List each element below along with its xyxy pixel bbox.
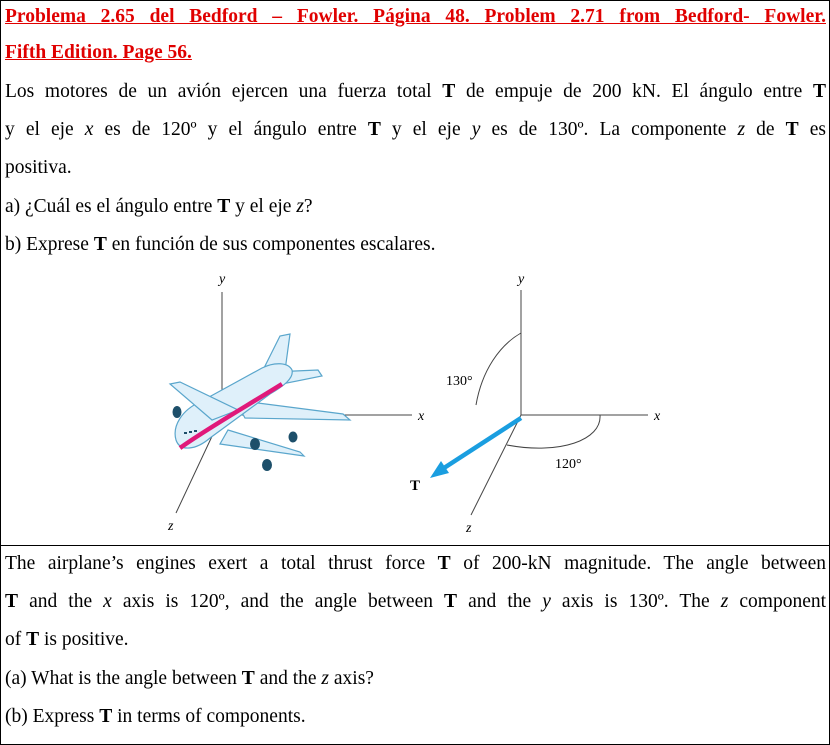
thrust-vector-arrow	[430, 418, 521, 478]
window	[194, 430, 197, 432]
spanish-question-a: a) ¿Cuál es el ángulo entre T y el eje z?	[5, 196, 313, 217]
left-thrust-label: T	[410, 478, 421, 494]
engine-3	[262, 459, 272, 471]
right-z-axis	[471, 415, 521, 515]
spanish-paragraph-line-1: Los motores de un avión ejercen una fuerza total T de empuje de 200 kN. El ángulo entre T	[5, 81, 826, 102]
left-z-label: z	[168, 519, 174, 534]
english-paragraph-line-1: The airplane’s engines exert a total thrust force T of 200-kN magnitude. The angle between	[5, 553, 826, 574]
english-paragraph-line-3: of T is positive.	[5, 629, 129, 650]
engine-2	[250, 438, 260, 450]
english-question-b: (b) Express T in terms of components.	[5, 706, 306, 727]
spanish-question-b: b) Exprese T en función de sus componentes escalares.	[5, 234, 436, 255]
angle-label-120: 120°	[555, 457, 582, 472]
engine-4	[289, 432, 298, 443]
left-x-label: x	[418, 409, 425, 424]
english-question-a: (a) What is the angle between T and the z axis?	[5, 668, 374, 689]
window	[184, 432, 187, 434]
right-axes	[471, 290, 648, 515]
problem-title-line-1: Problema 2.65 del Bedford – Fowler. Página 48. Problem 2.71 from Bedford- Fowler.	[5, 6, 826, 27]
left-y-label: y	[219, 272, 226, 287]
engine-1	[173, 406, 182, 418]
spanish-paragraph-line-3: positiva.	[5, 157, 72, 178]
spanish-paragraph-line-2: y el eje x es de 120º y el ángulo entre T y el eje y es de 130º. La componente z de T es	[5, 119, 827, 140]
angle-label-130: 130°	[446, 374, 473, 389]
angle-arc-130	[476, 333, 521, 405]
english-paragraph-line-2: T and the x axis is 120º, and the angle between T and the y axis is 130º. The z component	[5, 591, 827, 612]
window	[189, 431, 192, 433]
right-x-label: x	[654, 409, 661, 424]
problem-title-line-2: Fifth Edition. Page 56.	[5, 42, 192, 63]
right-y-label: y	[518, 272, 525, 287]
right-z-label: z	[466, 521, 472, 536]
